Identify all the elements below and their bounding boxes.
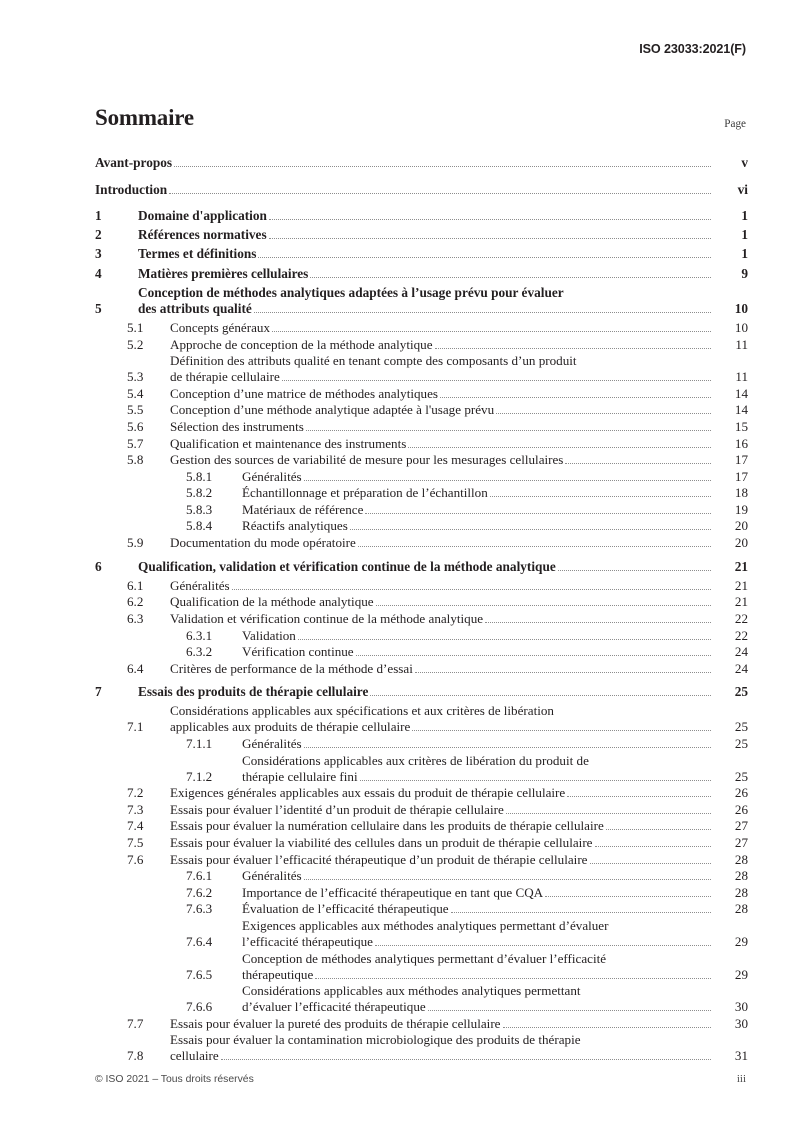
toc-entry-body (170, 386, 748, 402)
toc-entry-body (242, 518, 748, 534)
toc-entry-page-number: 16 (734, 435, 748, 451)
toc-entry-title-line: Conception d’une matrice de méthodes analytiques (170, 385, 438, 401)
toc-entry-title-line: Généralités (242, 868, 302, 884)
toc-entry-page-number: 27 (734, 834, 748, 850)
toc-entry-page-number: v (741, 155, 748, 170)
toc-leader-dots (415, 672, 711, 673)
toc-leader-dots (496, 413, 711, 414)
toc-entry-body (138, 684, 748, 700)
toc-entry-page-number: 26 (734, 801, 748, 817)
toc-entry-page-number: 22 (734, 627, 748, 643)
toc-entry-body (170, 436, 748, 452)
toc-entry-body (170, 802, 748, 818)
toc-entry-body (170, 1032, 748, 1064)
toc-entry-page-number: 9 (741, 265, 748, 281)
toc-leader-dots (365, 513, 711, 514)
toc-entry[interactable] (95, 227, 748, 243)
toc-entry-body (242, 469, 748, 485)
toc-entry-body (170, 452, 748, 468)
toc-entry-page-number: 21 (734, 594, 748, 610)
toc-entry-page-number: 26 (734, 785, 748, 801)
toc-entry-number: 5.2 (127, 336, 144, 352)
toc-entry-title-line: Critères de performance de la méthode d’essai (170, 660, 413, 676)
toc-entry[interactable] (95, 266, 748, 282)
copyright-notice: © ISO 2021 – Tous droits réservés (95, 1074, 254, 1085)
toc-entry[interactable] (95, 785, 748, 801)
toc-entry-body (170, 578, 748, 594)
toc-entry-page-number: 25 (734, 736, 748, 751)
toc-entry-page-number: 28 (734, 884, 748, 900)
toc-entry[interactable] (95, 611, 748, 627)
toc-entry-body (170, 852, 748, 868)
toc-entry-title-line: Matières premières cellulaires (138, 265, 309, 281)
toc-entry[interactable] (95, 661, 748, 677)
toc-entry-title-line: Essais pour évaluer l’identité d’un produit de thérapie cellulaire (170, 801, 504, 817)
toc-leader-dots (282, 380, 711, 381)
toc-entry[interactable] (95, 835, 748, 851)
toc-entry-number: 7.5 (127, 834, 144, 850)
toc-leader-dots (503, 1027, 712, 1028)
toc-entry-number: 7.1.2 (186, 768, 213, 784)
toc-entry-title-line: Approche de conception de la méthode analytique (170, 336, 433, 352)
toc-entry-title-line: de thérapie cellulaire (170, 369, 280, 385)
toc-entry-number: 6.3.2 (186, 644, 213, 660)
toc-entry-number: 5.5 (127, 402, 144, 418)
toc-entry-number: 7.2 (127, 785, 144, 801)
toc-entry-number: 5.8.2 (186, 485, 213, 501)
toc-entry[interactable] (95, 353, 748, 385)
toc-leader-dots (304, 879, 711, 880)
toc-entry-page-number: 29 (734, 966, 748, 982)
toc-entry-body (242, 485, 748, 501)
document-reference-header: ISO 23033:2021(F) (639, 42, 746, 56)
toc-entry-number: 3 (95, 246, 102, 262)
toc-entry-number: 7.6 (127, 851, 144, 867)
toc-leader-dots (506, 813, 711, 814)
toc-entry-number: 7.7 (127, 1015, 144, 1031)
toc-entry-page-number: 10 (734, 300, 748, 316)
toc-entry-number: 6.3.1 (186, 627, 213, 643)
toc-entry-page-number: 1 (741, 246, 748, 262)
toc-entry-body (170, 594, 748, 610)
toc-leader-dots (310, 277, 711, 278)
toc-entry[interactable] (95, 208, 748, 224)
toc-entry-title-line: Essais pour évaluer la pureté des produits de thérapie cellulaire (170, 1015, 501, 1031)
page-title: Sommaire (95, 105, 194, 130)
toc-entry-number: 7.6.1 (186, 868, 213, 884)
toc-entry-body (170, 818, 748, 834)
toc-entry-page-number: 10 (734, 319, 748, 335)
toc-leader-dots (254, 312, 711, 313)
toc-entry-title-line: Considérations applicables aux critères de libération du produit de (242, 752, 589, 768)
toc-entry-title-line: Introduction (95, 181, 168, 197)
toc-entry-title-line: d’évaluer l’efficacité thérapeutique (242, 999, 426, 1015)
toc-entry-title-line: Vérification continue (242, 644, 354, 660)
toc-entry-title-line: Exigences applicables aux méthodes analytiques permettant d’évaluer (242, 917, 609, 933)
toc-entry[interactable] (95, 182, 748, 198)
toc-entry-body (170, 320, 748, 336)
toc-entry-page-number: 30 (734, 1015, 748, 1031)
toc-entry-title-line: Validation et vérification continue de la méthode analytique (170, 610, 484, 626)
toc-entry-title-line: Documentation du mode opératoire (170, 535, 356, 551)
toc-leader-dots (258, 257, 711, 258)
toc-entry-title-line: Essais pour évaluer la viabilité des cellules dans un produit de thérapie cellulaire (170, 834, 593, 850)
toc-entry-number: 7.6.2 (186, 884, 213, 900)
toc-entry-title-line: thérapeutique (242, 966, 314, 982)
toc-entry[interactable] (95, 594, 748, 610)
toc-entry-title-line: Généralités (170, 577, 230, 593)
toc-entry[interactable] (95, 983, 748, 1015)
toc-entry-number: 5 (95, 300, 102, 316)
page-footer (95, 1073, 746, 1085)
toc-entry-number: 6.1 (127, 577, 144, 593)
toc-entry-body (170, 703, 748, 735)
toc-entry-body (138, 246, 748, 262)
toc-leader-dots (440, 397, 711, 398)
toc-entry[interactable] (95, 885, 748, 901)
toc-entry[interactable] (95, 436, 748, 452)
toc-entry-number: 4 (95, 265, 102, 281)
toc-entry-body (170, 611, 748, 627)
toc-leader-dots (356, 655, 711, 656)
toc-entry-page-number: 28 (734, 868, 748, 884)
toc-entry-title-line: Importance de l’efficacité thérapeutique en tant que CQA (242, 884, 544, 900)
toc-entry[interactable] (95, 1032, 748, 1064)
toc-leader-dots (269, 238, 711, 239)
toc-entry-page-number: 15 (734, 418, 748, 434)
toc-leader-dots (376, 605, 711, 606)
toc-entry[interactable] (95, 419, 748, 435)
toc-leader-dots (232, 589, 711, 590)
toc-entry-page-number: 22 (734, 610, 748, 626)
toc-entry-title-line: Essais des produits de thérapie cellulaire (138, 684, 369, 700)
toc-entry-number: 2 (95, 227, 102, 243)
toc-entry[interactable] (95, 852, 748, 868)
toc-entry[interactable] (95, 502, 748, 518)
toc-entry-body (242, 885, 748, 901)
toc-leader-dots (435, 348, 711, 349)
toc-entry[interactable] (95, 386, 748, 402)
toc-entry[interactable] (95, 628, 748, 644)
toc-entry-number: 7.6.3 (186, 901, 213, 917)
toc-entry-page-number: 20 (734, 535, 748, 551)
toc-entry-number: 6.3 (127, 610, 144, 626)
toc-entry-title-line: Qualification et maintenance des instruments (170, 435, 407, 451)
toc-entry-page-number: 28 (734, 851, 748, 867)
toc-leader-dots (490, 496, 711, 497)
toc-entry-page-number: 31 (734, 1048, 748, 1064)
toc-entry-number: 1 (95, 208, 102, 223)
toc-entry-body (170, 835, 748, 851)
toc-entry-title-line: Domaine d'application (138, 208, 267, 223)
toc-leader-dots (174, 166, 711, 167)
toc-entry-body (170, 402, 748, 418)
toc-entry-page-number: 24 (734, 660, 748, 676)
toc-leader-dots (567, 796, 711, 797)
toc-entry-number: 7.6.5 (186, 966, 213, 982)
toc-entry[interactable] (95, 753, 748, 785)
toc-entry-page-number: 24 (734, 644, 748, 660)
toc-entry-page-number: 30 (734, 999, 748, 1015)
toc-leader-dots (298, 639, 711, 640)
toc-entry-body (170, 535, 748, 551)
toc-leader-dots (606, 829, 711, 830)
toc-entry-page-number: 21 (734, 577, 748, 593)
toc-leader-dots (451, 912, 711, 913)
footer-page-number: iii (736, 1073, 746, 1085)
toc-entry[interactable] (95, 868, 748, 884)
toc-entry-page-number: 27 (734, 818, 748, 834)
toc-entry[interactable] (95, 518, 748, 534)
toc-entry[interactable] (95, 802, 748, 818)
toc-leader-dots (565, 463, 711, 464)
toc-entry-page-number: 1 (741, 208, 748, 223)
toc-entry-title-line: Essais pour évaluer la numération cellulaire dans les produits de thérapie cellulaire (170, 818, 604, 834)
toc-entry-title-line: Conception d’une méthode analytique adaptée à l'usage prévu (170, 402, 495, 418)
toc-entry-number: 7.1 (127, 719, 144, 735)
toc-entry-body (242, 736, 748, 752)
toc-entry-body (242, 901, 748, 917)
toc-entry-title-line: Généralités (242, 736, 302, 751)
toc-entry-body (242, 753, 748, 785)
toc-entry[interactable] (95, 246, 748, 262)
toc-entry-number: 7.1.1 (186, 736, 213, 751)
toc-entry-body (242, 983, 748, 1015)
toc-entry[interactable] (95, 402, 748, 418)
toc-entry[interactable] (95, 578, 748, 594)
toc-entry-page-number: vi (737, 181, 748, 197)
toc-entry-title-line: Conception de méthodes analytiques permettant d’évaluer l’efficacité (242, 950, 607, 966)
toc-entry-body (170, 661, 748, 677)
toc-leader-dots (428, 1010, 711, 1011)
toc-entry-title-line: Qualification, validation et vérification continue de la méthode analytique (138, 558, 556, 574)
toc-entry-title-line: Considérations applicables aux méthodes analytiques permettant (242, 983, 581, 999)
toc-leader-dots (304, 480, 711, 481)
toc-entry[interactable] (95, 320, 748, 336)
toc-entry-body (170, 353, 748, 385)
toc-leader-dots (412, 730, 711, 731)
toc-entry-number: 5.7 (127, 435, 144, 451)
toc-entry-number: 5.8 (127, 452, 144, 468)
toc-entry-title-line: Exigences générales applicables aux essais du produit de thérapie cellulaire (170, 785, 566, 801)
toc-entry-number: 5.1 (127, 319, 144, 335)
toc-leader-dots (558, 570, 711, 571)
toc-entry-title-line: Définition des attributs qualité en tenant compte des composants d’un produit (170, 353, 577, 369)
toc-leader-dots (485, 622, 711, 623)
toc-entry-body (242, 644, 748, 660)
toc-entry-body (170, 785, 748, 801)
toc-entry[interactable] (95, 818, 748, 834)
toc-entry-body (138, 266, 748, 282)
toc-leader-dots (590, 863, 712, 864)
toc-entry-title-line: Références normatives (138, 227, 267, 243)
toc-entry-body (242, 918, 748, 950)
toc-entry-title-line: Évaluation de l’efficacité thérapeutique (242, 901, 449, 917)
toc-entry-number: 5.9 (127, 535, 144, 551)
toc-leader-dots (221, 1059, 711, 1060)
toc-entry-body (138, 208, 748, 224)
toc-entry-page-number: 28 (734, 901, 748, 917)
toc-entry-title-line: thérapie cellulaire fini (242, 768, 358, 784)
toc-entry-number: 5.8.1 (186, 468, 213, 484)
toc-entry-page-number: 14 (734, 385, 748, 401)
toc-entry-number: 5.8.4 (186, 518, 213, 534)
toc-entry[interactable] (95, 736, 748, 752)
toc-entry-number: 6.4 (127, 660, 144, 676)
toc-entry-body (170, 337, 748, 353)
toc-leader-dots (408, 447, 711, 448)
toc-entry-title-line: Matériaux de référence (242, 501, 364, 517)
toc-entry-page-number: 25 (734, 719, 748, 735)
toc-entry-body (138, 559, 748, 575)
toc-entry-title-line: cellulaire (170, 1048, 219, 1064)
toc-entry-body (242, 951, 748, 983)
toc-leader-dots (304, 747, 711, 748)
table-of-contents (95, 155, 748, 1065)
toc-entry-body (95, 155, 748, 171)
toc-entry-body (242, 868, 748, 884)
toc-entry-title-line: Validation (242, 627, 296, 643)
toc-entry-title-line: applicables aux produits de thérapie cellulaire (170, 719, 411, 735)
toc-entry-body (95, 182, 748, 198)
toc-entry[interactable] (95, 155, 748, 171)
toc-entry[interactable] (95, 337, 748, 353)
toc-entry-number: 7.8 (127, 1048, 144, 1064)
toc-entry-title-line: des attributs qualité (138, 300, 252, 316)
toc-entry[interactable] (95, 644, 748, 660)
toc-leader-dots (375, 945, 711, 946)
toc-entry[interactable] (95, 1016, 748, 1032)
toc-entry-page-number: 1 (741, 227, 748, 243)
toc-entry-body (170, 1016, 748, 1032)
toc-entry-number: 7.6.6 (186, 999, 213, 1015)
toc-entry-number: 5.8.3 (186, 501, 213, 517)
toc-entry-page-number: 19 (734, 501, 748, 517)
toc-entry-title-line: Essais pour évaluer la contamination microbiologique des produits de thérapie (170, 1032, 581, 1048)
toc-entry-page-number: 21 (734, 558, 748, 574)
toc-leader-dots (545, 896, 711, 897)
toc-entry-page-number: 14 (734, 402, 748, 418)
toc-entry-number: 5.3 (127, 369, 144, 385)
toc-entry-number: 7.6.4 (186, 933, 213, 949)
toc-entry-body (170, 419, 748, 435)
toc-leader-dots (272, 331, 711, 332)
toc-entry-number: 5.6 (127, 418, 144, 434)
toc-entry-page-number: 25 (734, 684, 748, 700)
toc-entry[interactable] (95, 684, 748, 700)
toc-leader-dots (358, 546, 711, 547)
toc-leader-dots (595, 846, 712, 847)
toc-entry[interactable] (95, 703, 748, 735)
toc-entry-title-line: Considérations applicables aux spécifications et aux critères de libération (170, 703, 554, 719)
toc-entry[interactable] (95, 452, 748, 468)
toc-entry-title-line: l’efficacité thérapeutique (242, 933, 373, 949)
toc-entry-title-line: Concepts généraux (170, 319, 270, 335)
toc-entry[interactable] (95, 901, 748, 917)
toc-entry-title-line: Conception de méthodes analytiques adaptées à l’usage prévu pour évaluer (138, 284, 564, 300)
toc-entry-page-number: 20 (734, 518, 748, 534)
toc-entry-title-line: Réactifs analytiques (242, 518, 348, 534)
toc-entry-page-number: 17 (734, 468, 748, 484)
toc-entry-title-line: Essais pour évaluer l’efficacité thérapeutique d’un produit de thérapie cellulaire (170, 851, 588, 867)
toc-leader-dots (306, 430, 711, 431)
toc-entry-page-number: 11 (735, 336, 748, 352)
toc-entry-title-line: Avant-propos (95, 155, 173, 170)
toc-entry-number: 6 (95, 558, 102, 574)
page-column-label: Page (724, 118, 746, 130)
toc-entry[interactable] (95, 535, 748, 551)
toc-entry-number: 7.3 (127, 801, 144, 817)
toc-entry-body (138, 285, 748, 317)
toc-entry-page-number: 17 (734, 452, 748, 468)
toc-entry-title-line: Termes et définitions (138, 246, 257, 262)
toc-entry-title-line: Généralités (242, 468, 302, 484)
toc-leader-dots (269, 219, 711, 220)
toc-entry-body (242, 502, 748, 518)
toc-leader-dots (169, 193, 711, 194)
toc-entry-number: 7 (95, 684, 102, 700)
toc-leader-dots (315, 978, 711, 979)
toc-entry-page-number: 11 (735, 369, 748, 385)
toc-entry-page-number: 18 (734, 485, 748, 501)
toc-entry[interactable] (95, 951, 748, 983)
toc-entry[interactable] (95, 469, 748, 485)
toc-entry-title-line: Gestion des sources de variabilité de mesure pour les mesurages cellulaires (170, 452, 564, 468)
toc-entry[interactable] (95, 485, 748, 501)
toc-entry-title-line: Qualification de la méthode analytique (170, 594, 374, 610)
toc-entry[interactable] (95, 559, 748, 575)
toc-leader-dots (350, 529, 711, 530)
toc-entry-page-number: 25 (734, 768, 748, 784)
toc-entry-number: 5.4 (127, 385, 144, 401)
toc-entry-body (242, 628, 748, 644)
toc-entry-number: 6.2 (127, 594, 144, 610)
toc-entry-title-line: Échantillonnage et préparation de l’échantillon (242, 485, 488, 501)
toc-entry-page-number: 29 (734, 933, 748, 949)
toc-leader-dots (360, 780, 711, 781)
toc-entry[interactable] (95, 918, 748, 950)
toc-entry-title-line: Sélection des instruments (170, 418, 304, 434)
toc-leader-dots (370, 695, 711, 696)
toc-entry-body (138, 227, 748, 243)
toc-entry[interactable] (95, 285, 748, 317)
toc-entry-number: 7.4 (127, 818, 144, 834)
